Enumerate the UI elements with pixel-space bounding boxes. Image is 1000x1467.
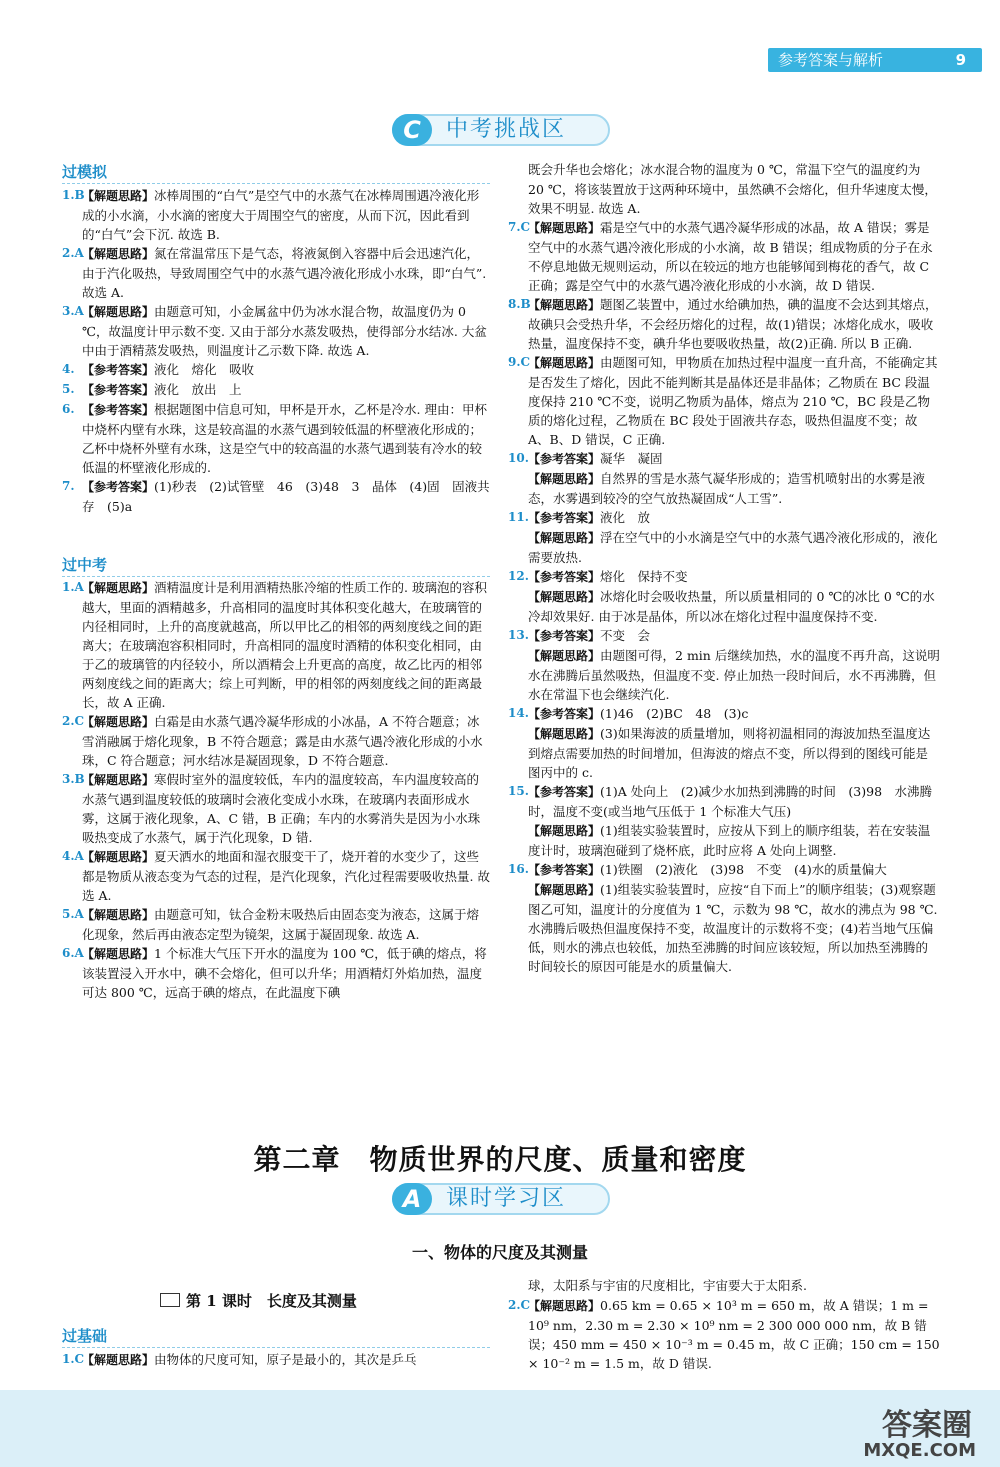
item-number: 13.: [508, 628, 529, 642]
lesson-title: 一、物体的尺度及其测量: [411, 1243, 588, 1262]
item-tag: 【解题思路】: [82, 850, 155, 864]
item-tag: 【解题思路】: [82, 1353, 155, 1367]
answer-item: [62, 905, 490, 944]
item-text: 浮在空气中的小水滴是空气中的水蒸气遇冷液化形成的，液化需要放热.: [528, 530, 938, 565]
answer-item: [62, 578, 490, 712]
answer-item: [508, 782, 940, 821]
answer-item: [62, 186, 490, 244]
item-number: 1.B: [62, 188, 85, 202]
item-tag: 【参考答案】: [528, 707, 601, 721]
answer-item: [508, 821, 940, 860]
answer-item: [508, 218, 940, 295]
item-text: (3)如果海波的质量增加，则将初温相同的海波加热至温度达到熔点需要加热的时间增加，但海波的熔点不变，所以得到的图线可能是图丙中的 c.: [528, 726, 931, 780]
item-text: 氮在常温常压下是气态，将液氮倒入容器中后会迅速汽化，由于汽化吸热，导致周围空气中的水蒸气遇冷液化形成小水珠，即“白气”. 故选 A.: [82, 246, 487, 300]
answer-item: [508, 880, 940, 976]
item-tag: 【解题思路】: [82, 773, 155, 787]
answer-item: [508, 567, 940, 587]
item-number: 4.A: [62, 849, 84, 863]
item-text: 自然界的雪是水蒸气凝华形成的；造雪机喷射出的水雾是液态，水雾遇到较冷的空气放热凝固成“人工雪”.: [528, 471, 926, 506]
item-text: (1)46 (2)BC 48 (3)c: [600, 706, 749, 721]
item-text: 球，太阳系与宇宙的尺度相比，宇宙要大于太阳系.: [528, 1278, 807, 1293]
item-number: 6.: [62, 402, 75, 416]
answer-item: [508, 724, 940, 782]
item-number: 14.: [508, 706, 529, 720]
column-bottom-left: [62, 1350, 490, 1370]
item-text: 液化 熔化 吸收: [154, 362, 255, 377]
answer-item: [62, 770, 490, 847]
item-tag: 【参考答案】: [82, 383, 155, 397]
item-tag: 【解题思路】: [528, 221, 601, 235]
answer-item: [62, 847, 490, 905]
item-number: 2.C: [62, 714, 85, 728]
item-text: (1)组装实验装置时，应按“自下而上”的顺序组装；(3)观察题图乙可知，温度计的分度值为 1 ℃，示数为 98 ℃，故水的沸点为 98 ℃. 水沸腾后吸热但温度保持不变，故温度计的示数将不变；(4)若当地气压偏低，则水的沸点也较低，加热至沸腾的时间应该较短，所以加热至沸腾的时间较长的原因可能是水的质量偏大.: [528, 882, 938, 974]
item-number: 8.B: [508, 297, 531, 311]
answer-item: [508, 704, 940, 724]
item-text: 寒假时室外的温度较低，车内的温度较高，车内温度较高的水蒸气遇到温度较低的玻璃时会液化变成小水珠，在玻璃内表面形成水雾，这属于液化现象，A、C 错，B 正确；车内的水雾消失是因为小水珠吸热变成了水蒸气，属于汽化现象，D 错.: [82, 772, 481, 845]
item-text: 1 个标准大气压下开水的温度为 100 ℃，低于碘的熔点，将该装置浸入开水中，碘不会熔化，但可以升华；用酒精灯外焰加热，温度可达 800 ℃，远高于碘的熔点，在此温度下碘: [82, 946, 487, 1000]
item-number: 16.: [508, 862, 529, 876]
item-number: 11.: [508, 510, 529, 524]
item-number: 5.A: [62, 907, 84, 921]
item-tag: 【参考答案】: [528, 785, 601, 799]
subheading-jichu: [62, 1326, 490, 1348]
item-text: (1)秒表 (2)试管壁 46 (3)48 3 晶体 (4)固 固液共存 (5)a: [82, 479, 490, 514]
item-number: 1.C: [62, 1352, 85, 1366]
item-text: 由题意可知，小金属盆中仍为冰水混合物，故温度仍为 0 ℃，故温度计甲示数不变. 又由于部分水蒸发吸热，使得部分水结冰. 大盆中由于酒精蒸发吸热，则温度计乙示数下降. 故选 A.: [82, 304, 487, 358]
answer-item: [62, 477, 490, 516]
item-tag: 【解题思路】: [82, 715, 155, 729]
subheading-moni: [62, 162, 490, 184]
answer-item: [508, 508, 940, 528]
item-number: 3.B: [62, 772, 85, 786]
item-tag: 【解题思路】: [82, 305, 155, 319]
item-tag: 【解题思路】: [528, 649, 601, 663]
column-bottom-right: [508, 1276, 940, 1373]
watermark-url: MXQE.COM: [863, 1440, 976, 1461]
answer-item: [62, 944, 490, 1002]
item-tag: 【参考答案】: [528, 452, 601, 466]
item-text: 液化 放: [600, 510, 651, 525]
item-text: 夏天洒水的地面和湿衣服变干了，烧开着的水变少了，这些都是物质从液态变为气态的过程，是汽化现象，汽化过程需要吸收热量. 故选 A.: [82, 849, 490, 903]
item-number: 7.C: [508, 220, 531, 234]
answer-item: [508, 528, 940, 567]
answer-item: [508, 587, 940, 626]
item-text: 熔化 保持不变: [600, 569, 688, 584]
item-text: 既会升华也会熔化；冰水混合物的温度为 0 ℃，常温下空气的温度约为 20 ℃，将该装置放于这两种环境中，虽然碘不会熔化，但升华速度太慢，效果不明显. 故选 A.: [528, 162, 937, 216]
section-c-banner: [392, 114, 610, 146]
column-zhongkao: [62, 578, 490, 1002]
section-title: 中考挑战区: [446, 117, 567, 142]
item-tag: 【参考答案】: [528, 570, 601, 584]
answer-item: [508, 469, 940, 508]
item-tag: 【解题思路】: [528, 298, 601, 312]
item-tag: 【参考答案】: [528, 511, 601, 525]
answer-item: [508, 646, 940, 704]
item-number: 15.: [508, 784, 529, 798]
answer-item: [508, 353, 940, 449]
item-number: 2.C: [508, 1298, 531, 1312]
item-tag: 【解题思路】: [528, 472, 601, 486]
item-text: (1)铁圈 (2)液化 (3)98 不变 (4)水的质量偏大: [600, 862, 887, 877]
subheading-label: 过中考: [62, 556, 108, 574]
item-number: 12.: [508, 569, 529, 583]
answer-item: [62, 244, 490, 302]
subheading-label: 过基础: [62, 1327, 108, 1345]
section-letter: A: [392, 1183, 432, 1215]
page-number: 9: [955, 51, 966, 69]
item-tag: 【解题思路】: [528, 1299, 601, 1313]
answer-item: [508, 1276, 940, 1296]
item-number: 4.: [62, 362, 75, 376]
item-tag: 【解题思路】: [528, 531, 601, 545]
item-number: 5.: [62, 382, 75, 396]
item-text: 冰棒周围的“白气”是空气中的水蒸气在冰棒周围遇冷液化形成的小水滴，小水滴的密度大于周围空气的密度，从而下沉，因此看到的“白气”会下沉. 故选 B.: [82, 188, 480, 242]
item-text: 霜是空气中的水蒸气遇冷凝华形成的冰晶，故 A 错误；雾是空气中的水蒸气遇冷液化形成的小水滴，故 B 错误；组成物质的分子在永不停息地做无规则运动，所以在较远的地方也能够闻到梅花的香气，故 C 正确；露是空气中的水蒸气遇冷液化形成的小水滴，故 D 错误.: [528, 220, 933, 293]
item-text: 酒精温度计是利用酒精热胀冷缩的性质工作的. 玻璃泡的容积越大，里面的酒精越多，升高相同的温度时其体积变化越大，在玻璃管的内径相同时，上升的高度就越高，所以甲比乙的相邻的两刻度线之间的距离大；在玻璃泡容积相同时，升高相同的温度时酒精的体积变化相同，由于乙的玻璃管的内径较小，所以酒精会上升更高的高度，故乙比丙的相邻两刻度线之间的距离大；综上可判断，甲的相邻的两刻度线之间的距离最长，故 A 正确.: [82, 580, 487, 710]
item-tag: 【解题思路】: [528, 590, 601, 604]
answer-item: [508, 449, 940, 469]
answer-item: [62, 712, 490, 770]
item-text: 由物体的尺度可知，原子是最小的，其次是乒乓: [154, 1352, 417, 1367]
item-text: (1)A 处向上 (2)减少水加热到沸腾的时间 (3)98 水沸腾时，温度不变(或当地气压低于 1 个标准大气压): [528, 784, 933, 819]
item-text: (1)组装实验装置时，应按从下到上的顺序组装，若在安装温度计时，玻璃泡碰到了烧杯底，此时应将 A 处向上调整.: [528, 823, 931, 858]
item-text: 液化 放出 上: [154, 382, 242, 397]
page-header: [768, 48, 982, 72]
column-right: [508, 160, 940, 976]
chapter-title: 第二章 物质世界的尺度、质量和密度: [253, 1143, 747, 1176]
item-number: 6.A: [62, 946, 84, 960]
section-letter: C: [392, 114, 432, 146]
subheading-zhongkao: [62, 555, 490, 577]
item-text: 凝华 凝固: [600, 451, 663, 466]
item-tag: 【解题思路】: [82, 189, 155, 203]
answer-item: [508, 1296, 940, 1373]
lesson-subtitle-text: 第 1 课时 长度及其测量: [186, 1292, 357, 1310]
item-text: 由题图可知，甲物质在加热过程中温度一直升高，不能确定其是否发生了熔化，因此不能判断其是晶体还是非晶体；乙物质在 BC 段温度保持 210 ℃不变，说明乙物质为晶体，熔点为 210 ℃，BC 段是乙物质的熔化过程，乙物质在 BC 段处于固液共存态，吸热但温度不变；故 A、B、D 错误，C 正确.: [528, 355, 938, 447]
footer-band: [0, 1390, 1000, 1467]
answer-item: [508, 860, 940, 880]
item-tag: 【解题思路】: [82, 908, 155, 922]
item-number: 1.A: [62, 580, 84, 594]
answer-item: [62, 1350, 490, 1370]
item-number: 2.A: [62, 246, 84, 260]
item-tag: 【解题思路】: [528, 727, 601, 741]
item-text: 0.65 km = 0.65 × 10³ m = 650 m，故 A 错误；1 m = 10⁹ nm，2.30 m = 2.30 × 10⁹ nm = 2 300 000 000 nm，故 B 错误；450 mm = 450 × 10⁻³ m = 0.45 m，故 C 正确；150 cm = 150 × 10⁻² m = 1.5 m，故 D 错误.: [528, 1298, 940, 1371]
item-tag: 【参考答案】: [528, 863, 601, 877]
item-tag: 【解题思路】: [528, 883, 601, 897]
item-tag: 【解题思路】: [528, 356, 601, 370]
answer-item: [62, 380, 490, 400]
answer-item: [508, 626, 940, 646]
item-tag: 【参考答案】: [528, 629, 601, 643]
item-text: 由题图可得，2 min 后继续加热，水的温度不再升高，这说明水在沸腾后虽然吸热，但温度不变. 停止加热一段时间后，水不再沸腾，但水在常温下也会继续汽化.: [528, 648, 940, 702]
column-moni: [62, 186, 490, 516]
item-tag: 【参考答案】: [82, 403, 155, 417]
subheading-label: 过模拟: [62, 163, 108, 181]
item-tag: 【解题思路】: [82, 581, 155, 595]
answer-item: [508, 295, 940, 353]
header-label: 参考答案与解析: [778, 51, 884, 69]
item-number: 9.C: [508, 355, 531, 369]
answer-item: [62, 360, 490, 380]
item-text: 白霜是由水蒸气遇冷凝华形成的小冰晶，A 不符合题意；冰雪消融属于熔化现象，B 不符合题意；露是由水蒸气遇冷液化形成的小水珠，C 符合题意；河水结冰是凝固现象，D 不符合题意.: [82, 714, 483, 768]
book-icon: [160, 1293, 180, 1307]
section-a-banner: [392, 1183, 610, 1215]
item-number: 10.: [508, 451, 529, 465]
watermark-logo: 答案圈: [882, 1408, 972, 1443]
item-text: 根据题图中信息可知，甲杯是开水，乙杯是冷水. 理由：甲杯中烧杯内壁有水珠，这是较高温的水蒸气遇到较低温的杯壁液化形成的；乙杯中烧杯外壁有水珠，这是空气中的较高温的水蒸气遇到装有冷水的较低温的杯壁液化形成的.: [82, 402, 487, 475]
lesson-subtitle: [160, 1290, 357, 1311]
item-tag: 【解题思路】: [82, 947, 155, 961]
item-number: 3.A: [62, 304, 84, 318]
item-tag: 【参考答案】: [82, 480, 155, 494]
answer-item: [508, 160, 940, 218]
item-tag: 【解题思路】: [82, 247, 155, 261]
item-number: 7.: [62, 479, 75, 493]
item-text: 由题意可知，钛合金粉末吸热后由固态变为液态，这属于熔化现象，然后再由液态定型为镜架，这属于凝固现象. 故选 A.: [82, 907, 480, 942]
item-text: 不变 会: [600, 628, 651, 643]
item-text: 题图乙装置中，通过水给碘加热，碘的温度不会达到其熔点，故碘只会受热升华，不会经历熔化的过程，故(1)错误；冰熔化成水，吸收热量，温度保持不变，碘升华也要吸收热量，故(2)正确. 所以 B 正确.: [528, 297, 938, 351]
item-tag: 【参考答案】: [82, 363, 155, 377]
item-text: 冰熔化时会吸收热量，所以质量相同的 0 ℃的冰比 0 ℃的水冷却效果好. 由于冰是晶体，所以冰在熔化过程中温度保持不变.: [528, 589, 935, 624]
answer-item: [62, 302, 490, 360]
answer-item: [62, 400, 490, 477]
section-title: 课时学习区: [446, 1186, 567, 1211]
item-tag: 【解题思路】: [528, 824, 601, 838]
